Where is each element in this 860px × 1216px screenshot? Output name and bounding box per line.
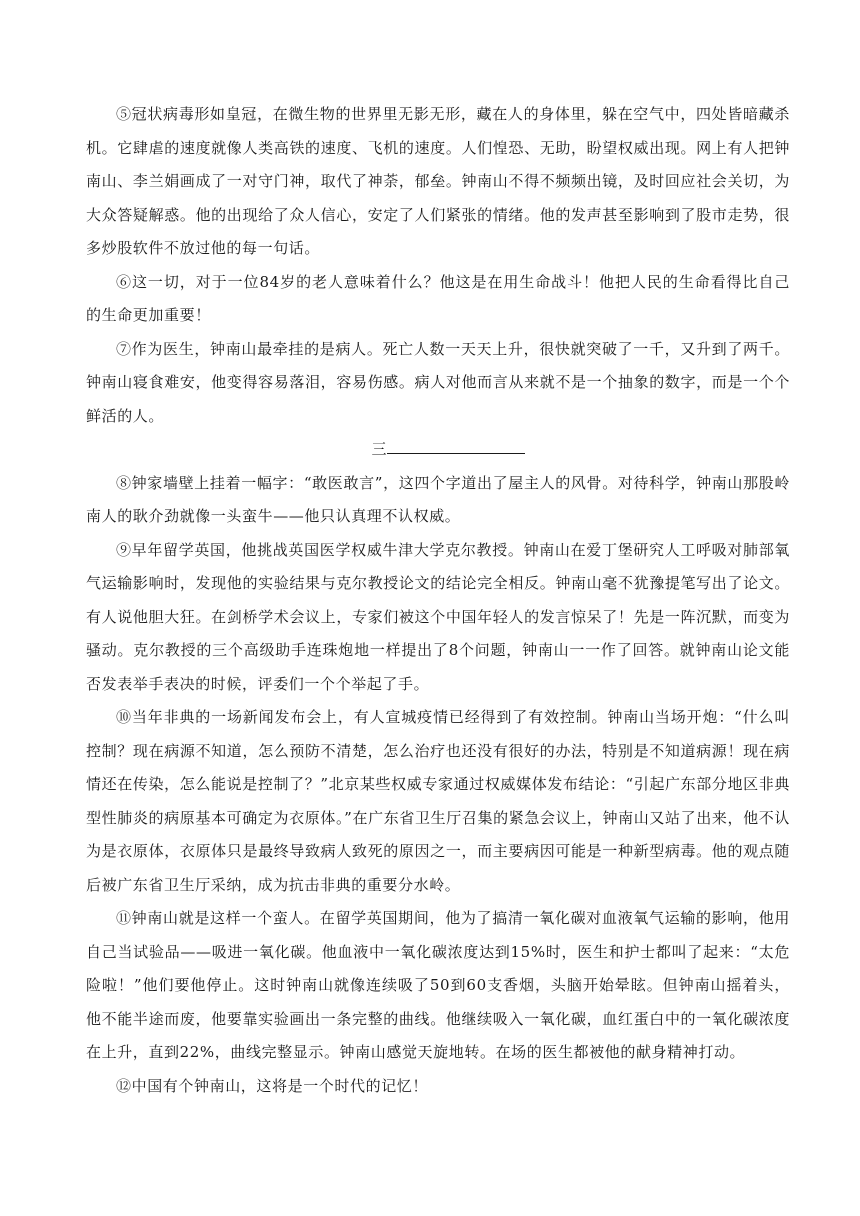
paragraph-10: ⑩当年非典的一场新闻发布会上，有人宣城疫情已经得到了有效控制。钟南山当场开炮：“什么叫控制？现在病源不知道，怎么预防不清楚，怎么治疗也还没有很好的办法，特别是不知道病源！现在病情还在传染，怎么能说是控制了？”北京某些权威专家通过权威媒体发布结论：“引起广东部分地区非典型性肺炎的病原基本可确定为衣原体。”在广东省卫生厅召集的紧急会议上，钟南山又站了出来，他不认为是衣原体，衣原体只是最终导致病人致死的原因之一，而主要病因可能是一种新型病毒。他的观点随后被广东省卫生厅采纳，成为抗击非典的重要分水岭。 [86, 708, 790, 894]
paragraph-7: ⑦作为医生，钟南山最牵挂的是病人。死亡人数一天天上升，很快就突破了一千，又升到了两千。钟南山寝食难安，他变得容易落泪，容易伤感。病人对他而言从来就不是一个抽象的数字，而是一个个鲜活的人。 [86, 339, 790, 425]
paragraph-8: ⑧钟家墙壁上挂着一幅字：“敢医敢言”，这四个字道出了屋主人的风骨。对待科学，钟南山那股岭南人的耿介劲就像一头蛮牛——他只认真理不认权威。 [86, 473, 790, 525]
paragraph-9: ⑨早年留学英国，他挑战英国医学权威牛津大学克尔教授。钟南山在爱丁堡研究人工呼吸对肺部氧气运输影响时，发现他的实验结果与克尔教授论文的结论完全相反。钟南山毫不犹豫提笔写出了论文。有人说他胆大狂。在剑桥学术会议上，专家们被这个中国年轻人的发言惊呆了！先是一阵沉默，而变为骚动。克尔教授的三个高级助手连珠炮地一样提出了8个问题，钟南山一一作了回答。就钟南山论文能否发表举手表决的时候，评委们一个个举起了手。 [86, 540, 790, 693]
fill-in-blank [387, 438, 525, 454]
paragraph-5: ⑤冠状病毒形如皇冠，在微生物的世界里无影无形，藏在人的身体里，躲在空气中，四处皆暗藏杀机。它肆虐的速度就像人类高铁的速度、飞机的速度。人们惶恐、无助，盼望权威出现。网上有人把钟南山、李兰娟画成了一对守门神，取代了神荼，郁垒。钟南山不得不频频出镜，及时回应社会关切，为大众答疑解惑。他的出现给了众人信心，安定了人们紧张的情绪。他的发声甚至影响到了股市走势，很多炒股软件不放过他的每一句话。 [86, 105, 790, 257]
section-number: 三 [371, 440, 387, 458]
paragraph-6: ⑥这一切，对于一位84岁的老人意味着什么？他这是在用生命战斗！他把人民的生命看得比自己的生命更加重要！ [86, 272, 790, 324]
paragraph-12: ⑫中国有个钟南山，这将是一个时代的记忆！ [116, 1076, 429, 1095]
section-heading [86, 433, 790, 467]
paragraph-11: ⑪钟南山就是这样一个蛮人。在留学英国期间，他为了搞清一氧化碳对血液氧气运输的影响，他用自己当试验品——吸进一氧化碳。他血液中一氧化碳浓度达到15%时，医生和护士都叫了起来：“太危险啦！”他们要他停止。这时钟南山就像连续吸了50到60支香烟，头脑开始晕眩。但钟南山摇着头，他不能半途而废，他要靠实验画出一条完整的曲线。他继续吸入一氧化碳，血红蛋白中的一氧化碳浓度在上升，直到22%，曲线完整显示。钟南山感觉天旋地转。在场的医生都被他的献身精神打动。 [86, 909, 790, 1061]
